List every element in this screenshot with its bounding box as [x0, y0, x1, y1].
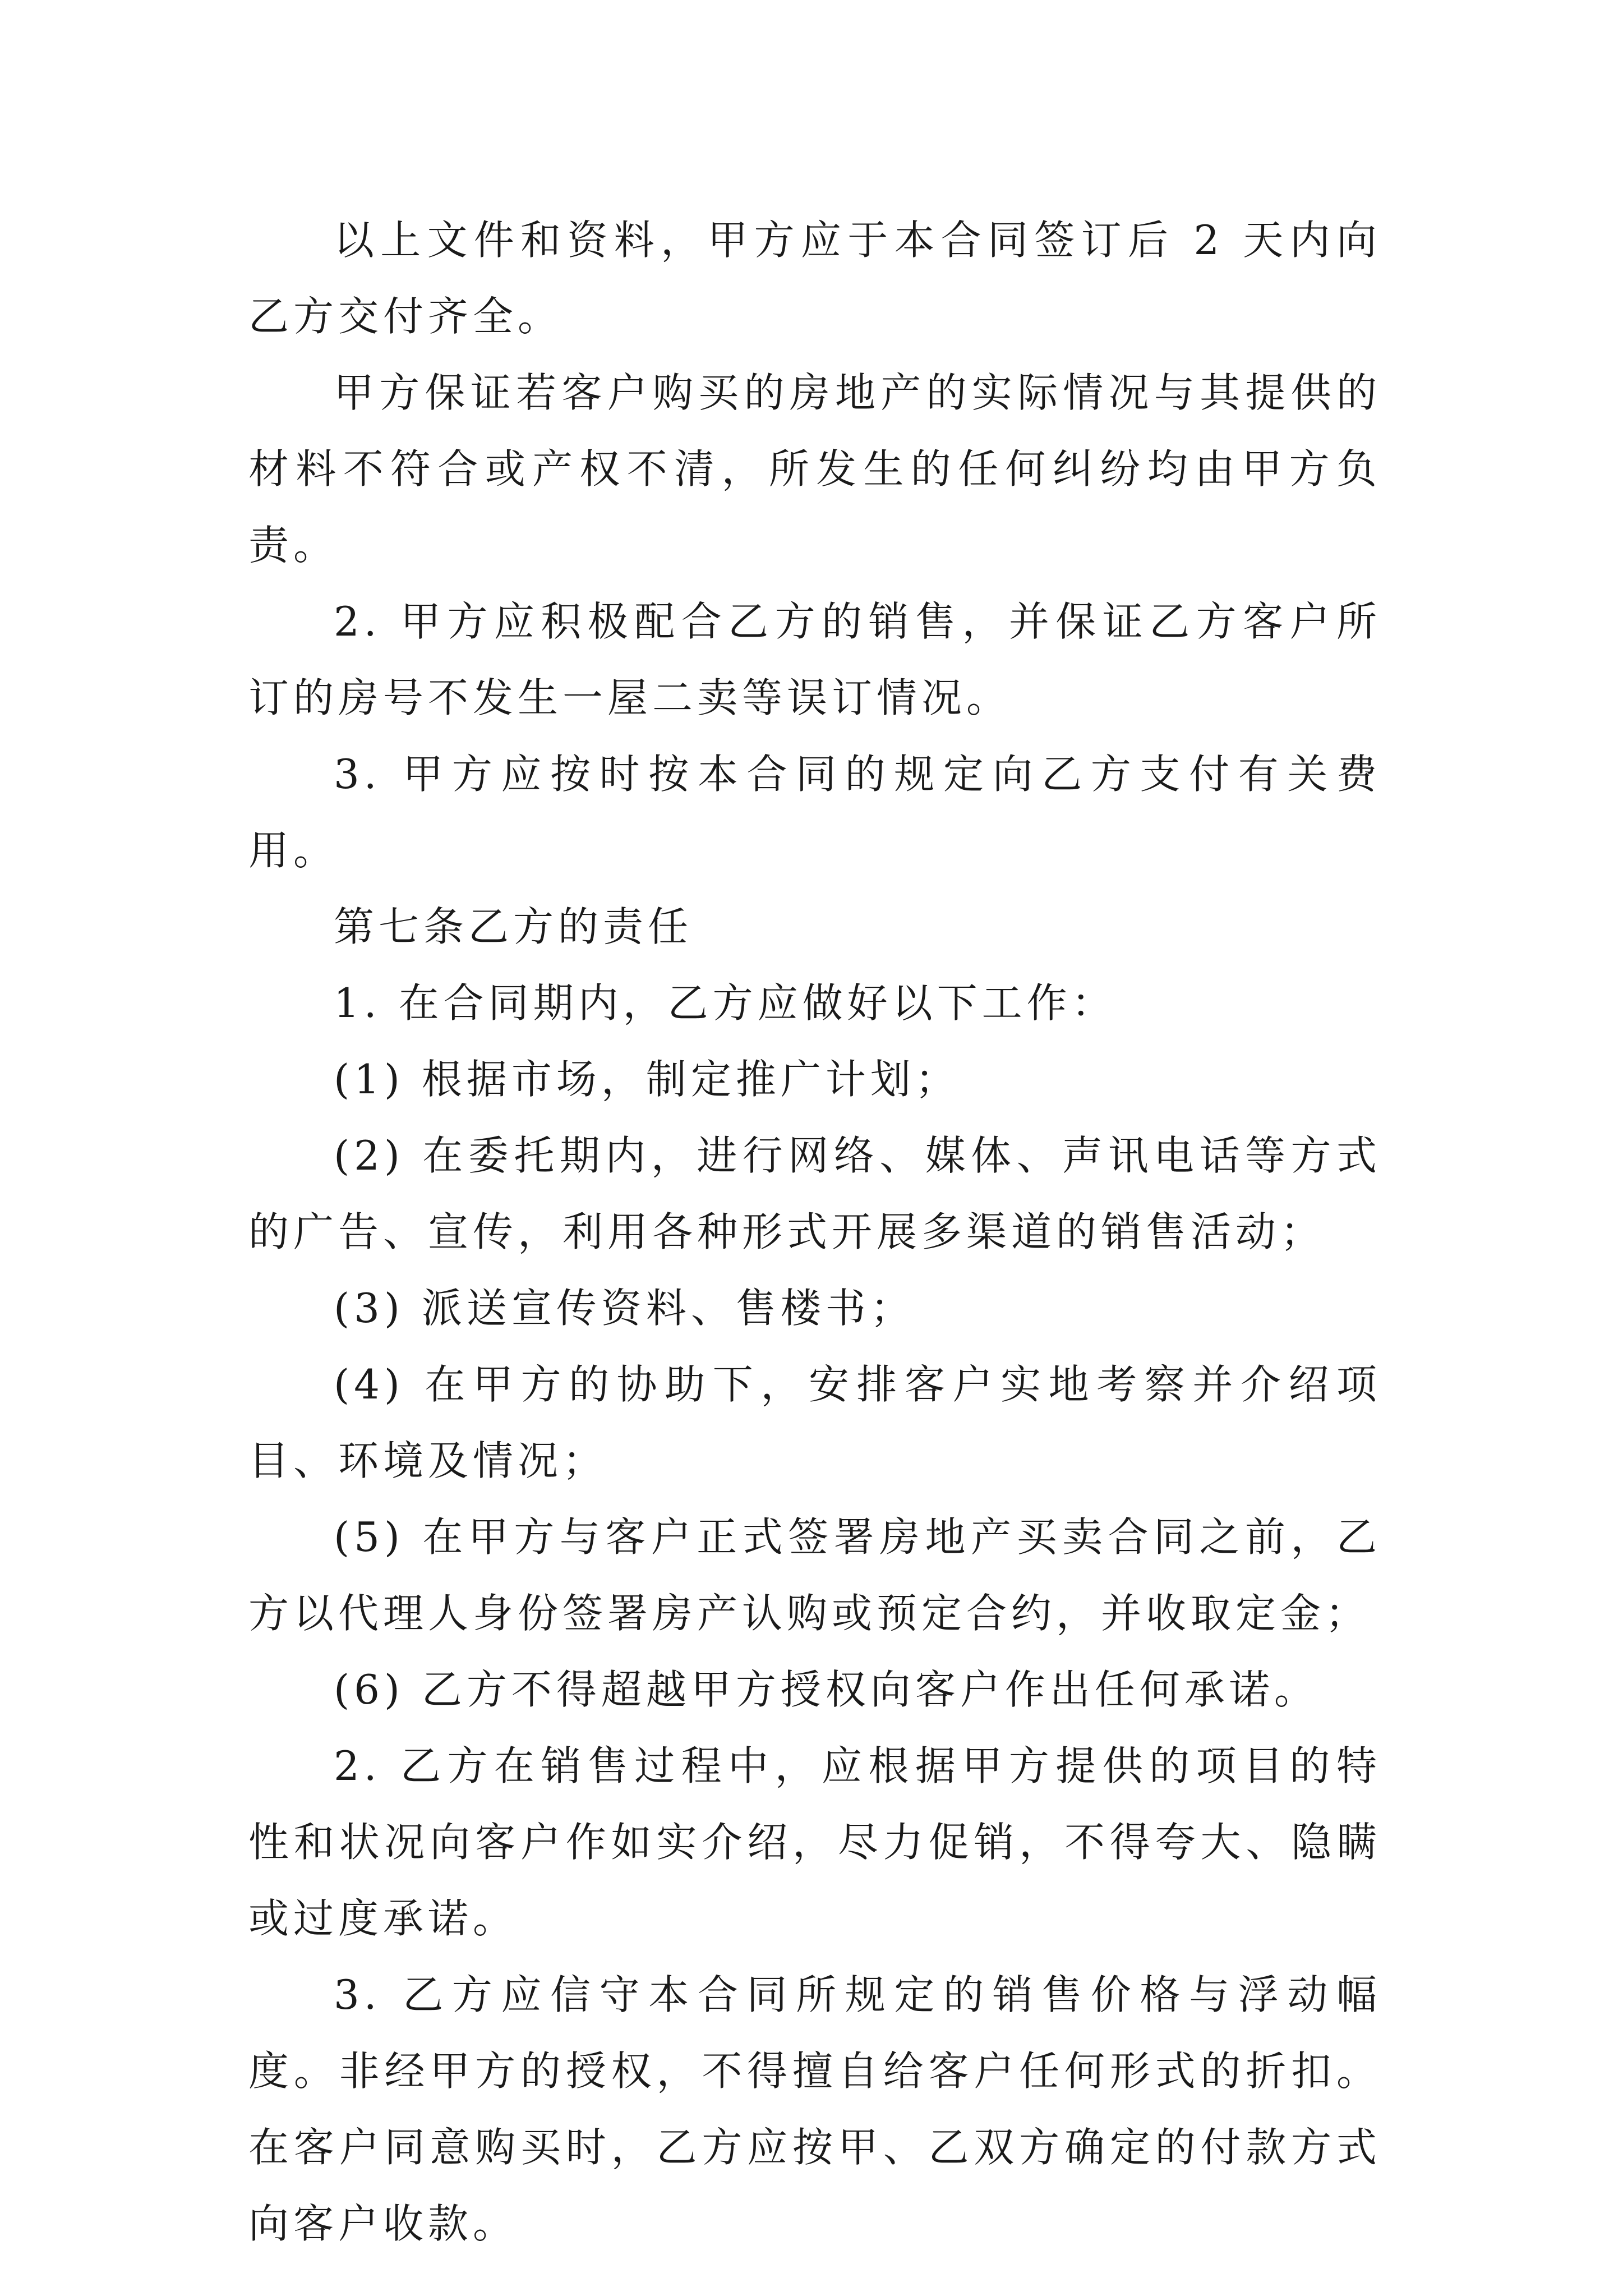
paragraph: 3. 甲方应按时按本合同的规定向乙方支付有关费用。: [248, 751, 1381, 874]
list-item: (6) 乙方不得超越甲方授权向客户作出任何承诺。: [334, 1666, 1319, 1713]
list-item: (3) 派送宣传资料、售楼书；: [334, 1285, 915, 1332]
list-item: (4) 在甲方的协助下，安排客户实地考察并介绍项目、环境及情况；: [248, 1361, 1381, 1484]
paragraph: 2. 乙方在销售过程中，应根据甲方提供的项目的特性和状况向客户作如实介绍，尽力促销，不得夸大、隐瞒或过度承诺。: [248, 1742, 1381, 1942]
paragraph: 3. 乙方应信守本合同所规定的销售价格与浮动幅度。非经甲方的授权，不得擅自给客户任何形式的折扣。在客户同意购买时，乙方应按甲、乙双方确定的付款方式向客户收款。: [248, 1971, 1381, 2247]
section-heading: 第七条乙方的责任: [334, 903, 693, 950]
list-item: (1) 根据市场，制定推广计划；: [334, 1056, 960, 1103]
paragraph: 以上文件和资料，甲方应于本合同签订后 2 天内向乙方交付齐全。: [248, 217, 1381, 340]
list-item: (5) 在甲方与客户正式签署房地产买卖合同之前，乙方以代理人身份签署房产认购或预定合约，并收取定金；: [248, 1513, 1381, 1637]
paragraph: 2. 甲方应积极配合乙方的销售，并保证乙方客户所订的房号不发生一屋二卖等误订情况。: [248, 598, 1381, 721]
paragraph: 1. 在合同期内，乙方应做好以下工作：: [334, 979, 1117, 1027]
document-body: [248, 202, 1381, 2262]
paragraph: 甲方保证若客户购买的房地产的实际情况与其提供的材料不符合或产权不清，所发生的任何纠纷均由甲方负责。: [248, 369, 1381, 569]
list-item: (2) 在委托期内，进行网络、媒体、声讯电话等方式的广告、宣传，利用各种形式开展多渠道的销售活动；: [248, 1132, 1381, 1255]
